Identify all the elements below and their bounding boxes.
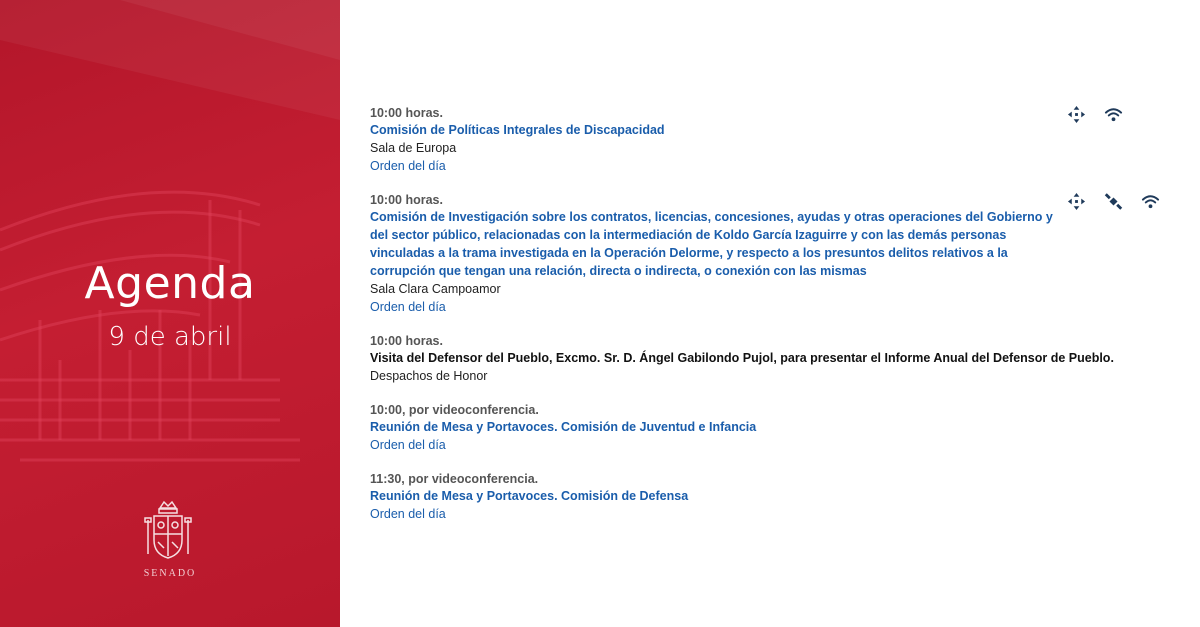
agenda-list — [370, 105, 1170, 540]
agenda-entry — [370, 402, 1170, 454]
network-arrows-icon[interactable] — [1067, 105, 1086, 124]
entry-time: 10:00 horas. — [370, 334, 443, 348]
satellite-icon[interactable] — [1104, 192, 1123, 211]
entry-time: 10:00, por videoconferencia. — [370, 403, 539, 417]
senado-coat-of-arms-icon — [140, 500, 196, 570]
entry-icons — [1067, 105, 1123, 124]
orden-del-dia-link[interactable]: Orden del día — [370, 438, 446, 452]
entry-title-link[interactable]: Reunión de Mesa y Portavoces. Comisión de Defensa — [370, 489, 689, 503]
agenda-entry — [370, 333, 1170, 385]
entry-time: 11:30, por videoconferencia. — [370, 472, 539, 486]
orden-del-dia-link[interactable]: Orden del día — [370, 507, 446, 521]
entry-place: Sala de Europa — [370, 141, 457, 155]
entry-title-link[interactable]: Comisión de Investigación sobre los contratos, licencias, concesiones, ayudas y otras operaciones del Gobierno y del sector público, relacionadas con la intermediación de Koldo García Izaguirre y con las demás personas vinculadas a la trama investigada en la Operación Delorme, y respecto a los presuntos delitos relativos a la corrupción que tengan una relación, directa o indirecta, o conexión con las mismas — [370, 210, 1053, 278]
network-arrows-icon[interactable] — [1067, 192, 1086, 211]
agenda-entry — [370, 471, 1170, 523]
entry-title-link[interactable]: Reunión de Mesa y Portavoces. Comisión de Juventud e Infancia — [370, 420, 757, 434]
agenda-date: 9 de abril — [108, 322, 232, 352]
entry-title-link[interactable]: Comisión de Políticas Integrales de Discapacidad — [370, 123, 665, 137]
agenda-entry — [370, 192, 1170, 316]
orden-del-dia-link[interactable]: Orden del día — [370, 300, 446, 314]
agenda-title: Agenda — [84, 258, 256, 309]
agenda-entry — [370, 105, 1170, 175]
wifi-icon[interactable] — [1104, 105, 1123, 124]
entry-title: Visita del Defensor del Pueblo, Excmo. Sr. D. Ángel Gabilondo Pujol, para presentar el Informe Anual del Defensor de Pueblo. — [370, 351, 1114, 365]
entry-place: Sala Clara Campoamor — [370, 282, 501, 296]
orden-del-dia-link[interactable]: Orden del día — [370, 159, 446, 173]
entry-place: Despachos de Honor — [370, 369, 488, 383]
entry-icons — [1067, 192, 1160, 211]
entry-time: 10:00 horas. — [370, 106, 443, 120]
entry-time: 10:00 horas. — [370, 193, 443, 207]
senado-logo-text: SENADO — [143, 568, 197, 579]
sidebar-panel — [0, 0, 340, 627]
wifi-icon[interactable] — [1141, 192, 1160, 211]
